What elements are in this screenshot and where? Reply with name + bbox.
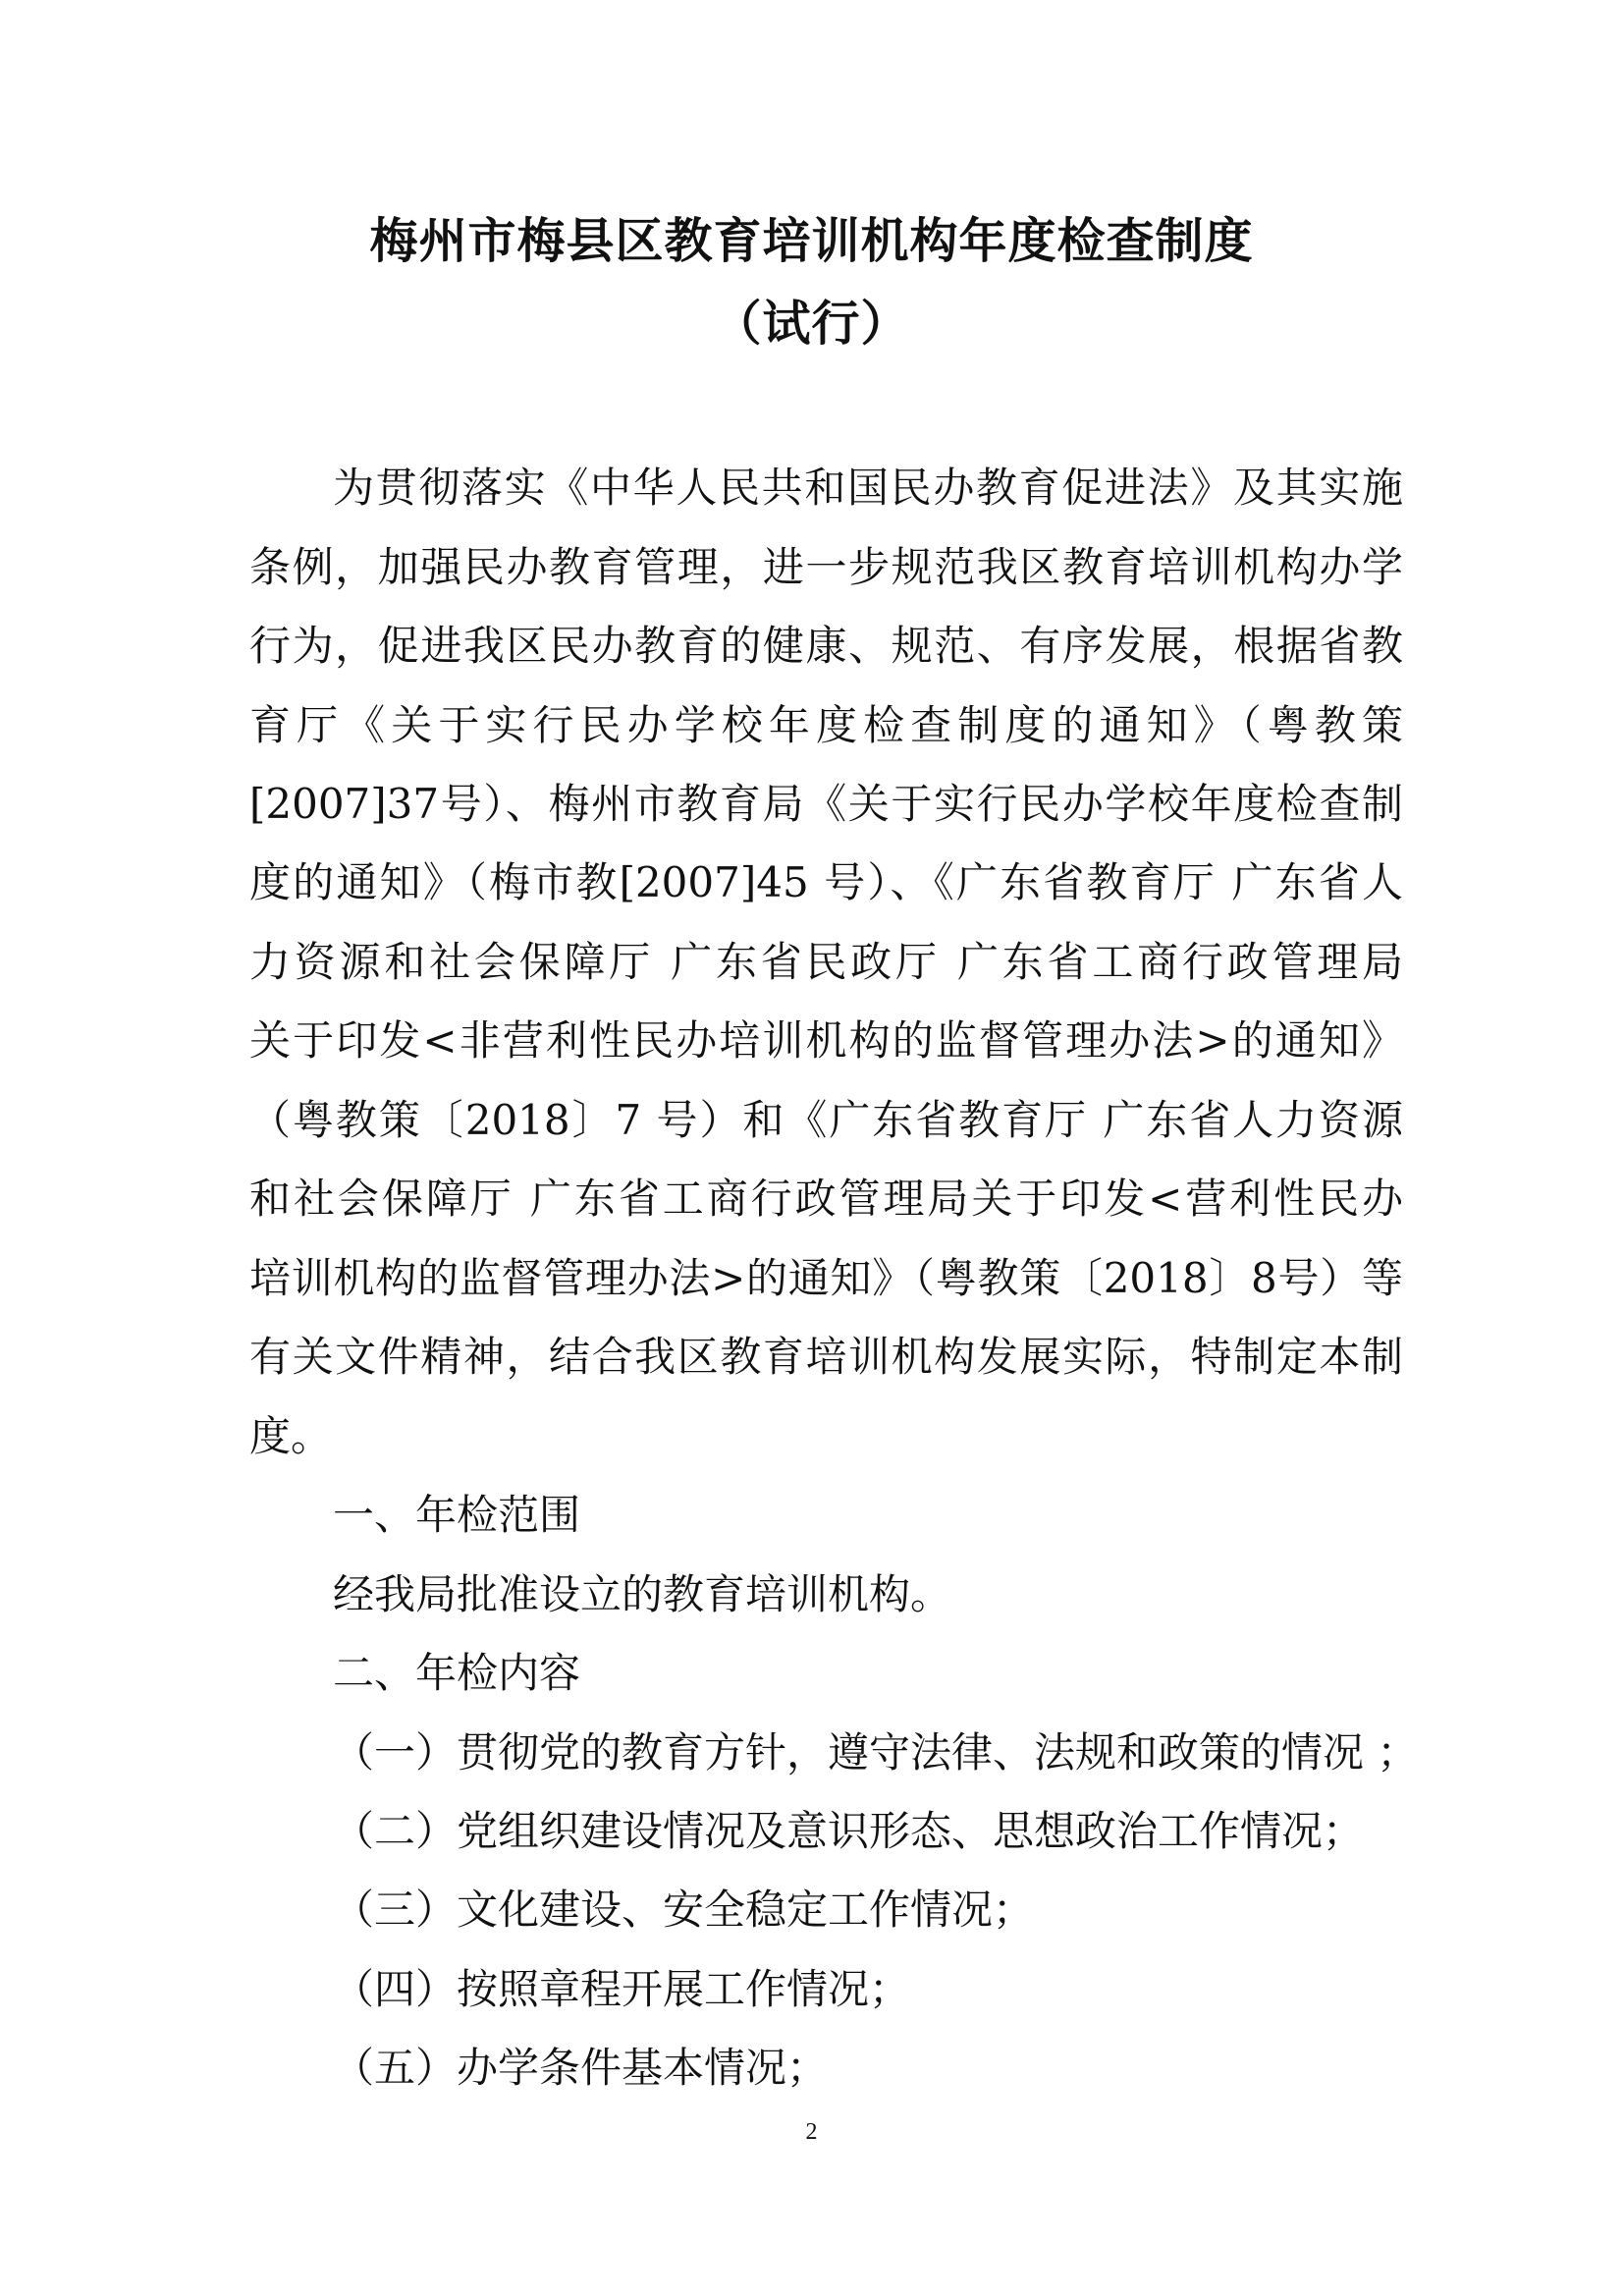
section1-body: 经我局批准设立的教育培训机构。 [333,1570,952,1618]
intro-line-11: 培训机构的监督管理办法>的通知》（粤教策〔2018〕8号）等 [249,1254,1403,1302]
intro-line-8: 关于印发<非营利性民办培训机构的监督管理办法>的通知》 [249,1016,1403,1065]
intro-line-6: 度的通知》（梅市教[2007]45 号）、《广东省教育厅 广东省人 [249,858,1403,906]
document-title: 梅州市梅县区教育培训机构年度检查制度 [369,213,1254,269]
section2-item-5: （五）办学条件基本情况； [333,2044,829,2092]
page-number: 2 [805,2119,818,2145]
intro-line-13: 度。 [249,1412,333,1460]
intro-line-7: 力资源和社会保障厅 广东省民政厅 广东省工商行政管理局 [249,938,1403,986]
document-subtitle: （试行） [713,296,910,352]
intro-line-12: 有关文件精神，结合我区教育培训机构发展实际，特制定本制 [249,1333,1403,1381]
section2-item-1: （一）贯彻党的教育方针，遵守法律、法规和政策的情况 ； [333,1728,1419,1777]
section1-heading: 一、年检范围 [333,1491,581,1539]
section2-item-4: （四）按照章程开展工作情况； [333,1965,911,2013]
intro-line-10: 和社会保障厅 广东省工商行政管理局关于印发<营利性民办 [249,1175,1403,1223]
section2-item-2: （二）党组织建设情况及意识形态、思想政治工作情况； [333,1807,1365,1855]
intro-line-3: 行为，促进我区民办教育的健康、规范、有序发展，根据省教 [249,622,1403,670]
intro-line-9: （粤教策〔2018〕7 号）和《广东省教育厅 广东省人力资源 [249,1096,1403,1144]
section2-heading: 二、年检内容 [333,1649,581,1697]
intro-line-1: 为贯彻落实《中华人民共和国民办教育促进法》及其实施 [333,464,1403,512]
intro-line-4: 育厅《关于实行民办学校年度检查制度的通知》（粤教策 [249,701,1403,749]
section2-item-3: （三）文化建设、安全稳定工作情况； [333,1886,1035,1934]
intro-line-2: 条例，加强民办教育管理，进一步规范我区教育培训机构办学 [249,543,1403,591]
intro-line-5: [2007]37号）、梅州市教育局《关于实行民办学校年度检查制 [249,780,1403,828]
